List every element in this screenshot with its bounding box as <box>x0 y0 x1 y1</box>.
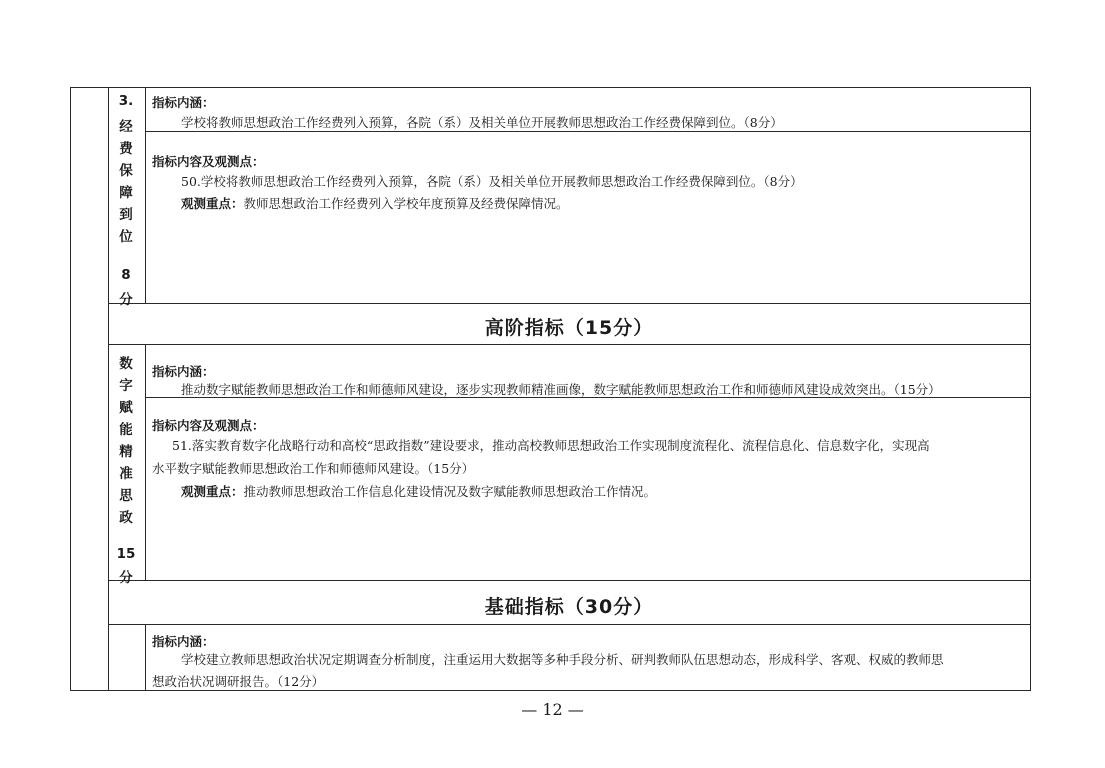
table-left-border <box>70 87 71 691</box>
table-top-border <box>70 87 1031 88</box>
row-divider-c0 <box>108 624 1031 625</box>
table-right-border <box>1030 87 1031 691</box>
section-heading-base: 基础指标（30分） <box>484 596 654 618</box>
connotation-label: 指标内涵： <box>152 634 215 649</box>
observation-point-cont: 水平数字赋能教师思想政治工作和师德师风建设。（15分） <box>152 461 475 476</box>
focus-text: 教师思想政治工作经费列入学校年度预算及经费保障情况。 <box>243 196 569 211</box>
points-label: 指标内容及观测点： <box>152 418 265 433</box>
category-char: 分 <box>119 570 133 586</box>
row-divider-b0 <box>108 344 1031 345</box>
observation-point: 50.学校将教师思想政治工作经费列入预算，各院（系）及相关单位开展教师思想政治工作经费保障到位。（8分） <box>181 174 803 189</box>
category-char: 赋 <box>119 400 133 416</box>
category-char: 准 <box>119 466 133 482</box>
focus-label: 观测重点： <box>181 196 244 211</box>
focus-line <box>181 481 656 500</box>
connotation-text: 推动数字赋能教师思想政治工作和师德师风建设，逐步实现教师精准画像，数字赋能教师思想政治工作和师德师风建设成效突出。（15分） <box>181 382 941 397</box>
category-char: 精 <box>119 444 133 460</box>
category-char: 政 <box>119 510 133 526</box>
connotation-text: 学校将教师思想政治工作经费列入预算，各院（系）及相关单位开展教师思想政治工作经费保障到位。（8分） <box>181 115 783 130</box>
observation-point: 51.落实教育数字化战略行动和高校“思政指数”建设要求，推动高校教师思想政治工作实现制度流程化、流程信息化、信息数字化，实现高 <box>172 438 930 453</box>
category-score: 8 <box>121 267 131 283</box>
category-char: 能 <box>119 422 133 438</box>
category-char: 到 <box>119 207 133 223</box>
connotation-label: 指标内涵： <box>152 95 215 110</box>
table-col-divider-inner-c <box>145 624 146 691</box>
category-char: 障 <box>119 185 133 201</box>
focus-line <box>181 193 569 212</box>
connotation-text-cont: 想政治状况调研报告。（12分） <box>152 674 325 689</box>
points-label: 指标内容及观测点： <box>152 154 265 169</box>
category-char: 3. <box>118 93 134 109</box>
focus-label: 观测重点： <box>181 484 244 499</box>
category-char: 位 <box>119 229 133 245</box>
category-char: 费 <box>119 141 133 157</box>
table-col-divider-inner-b <box>145 344 146 580</box>
category-char: 数 <box>119 356 133 372</box>
category-score: 15 <box>116 546 136 562</box>
table-col-divider-inner-a <box>145 87 146 304</box>
category-char: 字 <box>119 378 133 394</box>
connotation-label: 指标内涵： <box>152 364 215 379</box>
section-heading-high: 高阶指标（15分） <box>484 317 654 339</box>
category-char: 分 <box>119 292 133 308</box>
row-divider-a2 <box>108 303 1031 304</box>
table-bottom-border <box>70 690 1031 691</box>
page-number: — 12 — <box>521 700 584 719</box>
category-char: 经 <box>119 119 133 135</box>
category-char: 思 <box>119 488 133 504</box>
connotation-text: 学校建立教师思想政治状况定期调查分析制度，注重运用大数据等多种手段分析、研判教师队伍思想动态，形成科学、客观、权威的教师思 <box>181 652 944 667</box>
focus-text: 推动教师思想政治工作信息化建设情况及数字赋能教师思想政治工作情况。 <box>243 484 657 499</box>
row-divider-a1 <box>145 131 1031 132</box>
row-divider-b2 <box>108 580 1031 581</box>
category-char: 保 <box>119 163 133 179</box>
